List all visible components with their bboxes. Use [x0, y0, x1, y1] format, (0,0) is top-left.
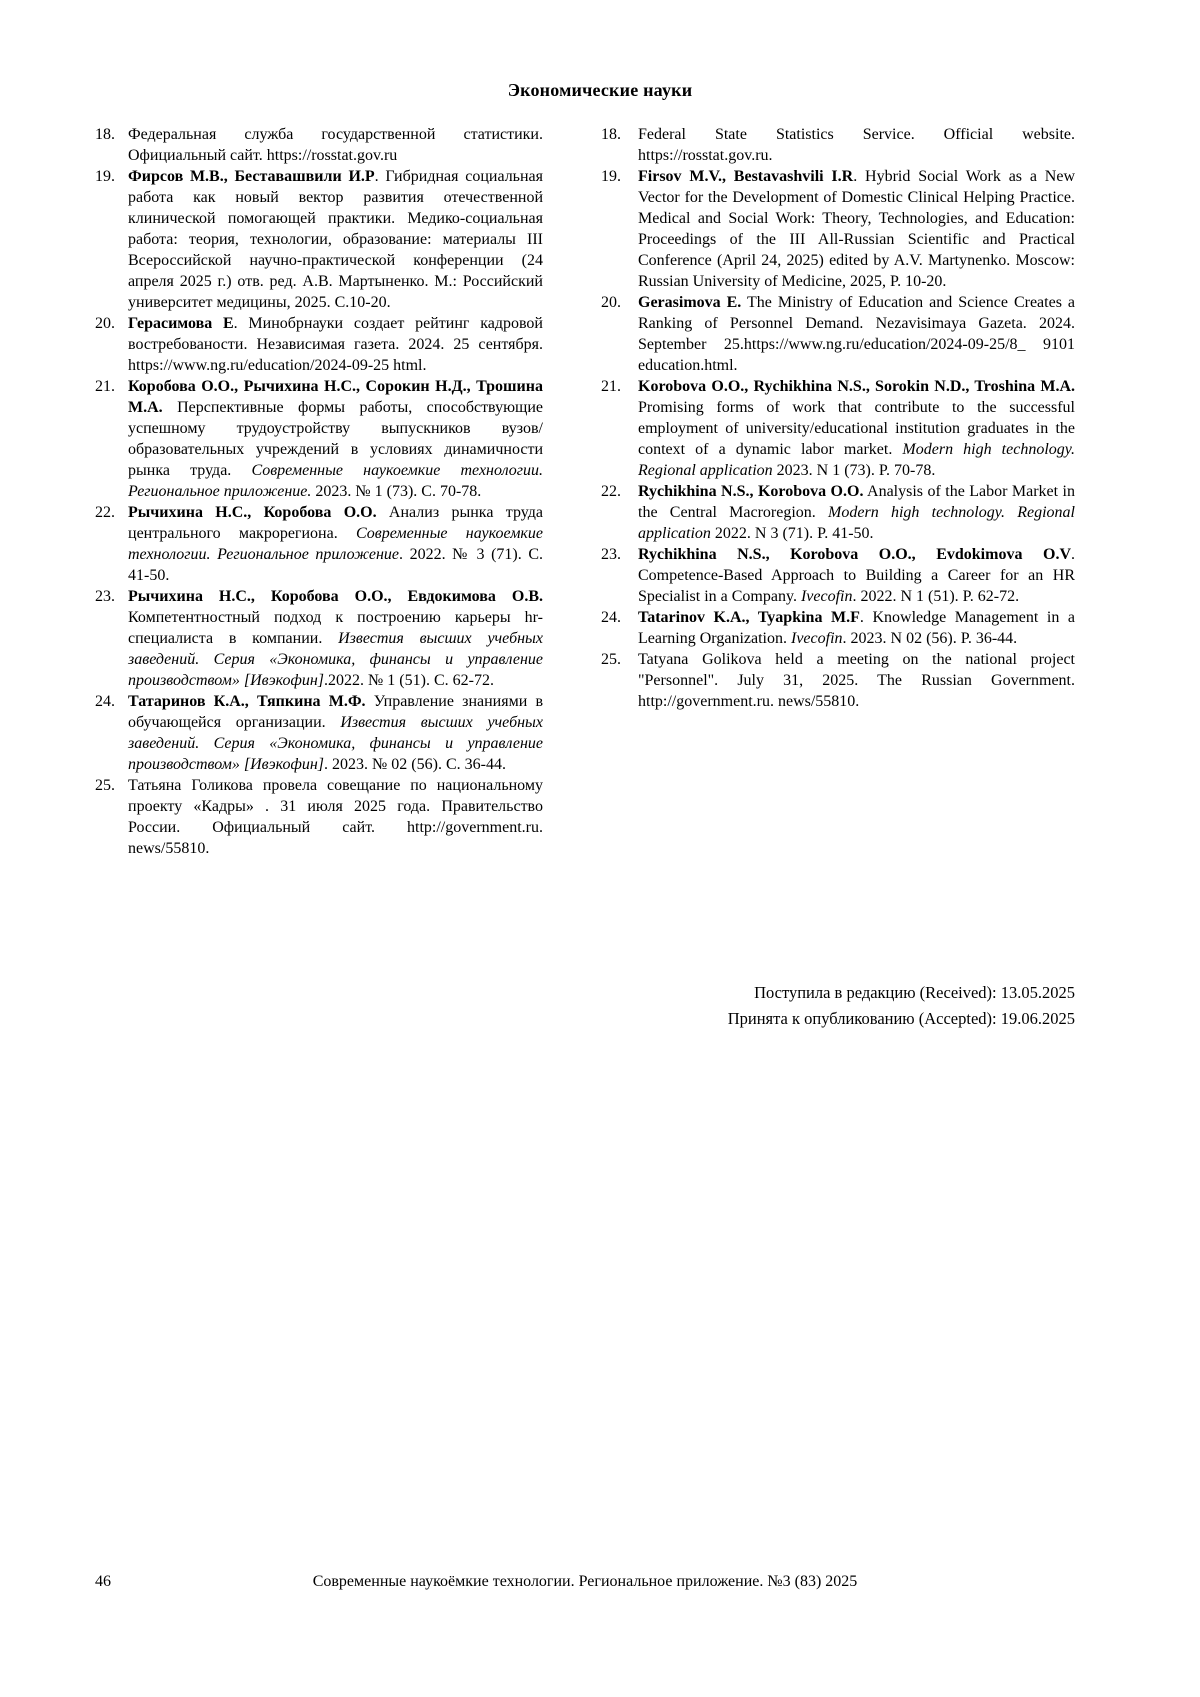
reference-text: Татьяна Голикова провела совещание по национальному проекту «Кадры» . 31 июля 2025 года. Правительство России. Официальный сайт. http://government.ru. news/55810. — [128, 777, 543, 857]
reference-item — [601, 166, 1075, 292]
section-heading: Экономические науки — [507, 80, 693, 100]
references-right-column — [601, 124, 1075, 712]
reference-item — [601, 376, 1075, 481]
reference-number: 20. — [95, 315, 115, 332]
reference-number: 24. — [601, 609, 621, 626]
reference-text: Рычихина Н.С., Коробова О.О. Анализ рынка труда центрального макрорегиона. Современные наукоемкие технологии. Региональное приложение. 2022. № 3 (71). С. 41-50. — [128, 504, 544, 584]
reference-item — [95, 586, 543, 691]
reference-text: Фирсов М.В., Беставашвили И.Р. Гибридная социальная работа как новый вектор развития отечественной клинической помогающей практики. Медико-социальная работа: теория, технологии, образование: материалы III Всероссийской научно-практической конференции (24 апреля 2025 г.) отв. ред. А.В. Мартыненко. М.: Российский университет медицины, 2025. С.10-20. — [128, 168, 544, 311]
reference-item — [601, 544, 1075, 607]
reference-text: Federal State Statistics Service. Official website. https://rosstat.gov.ru. — [638, 126, 1075, 164]
reference-item — [601, 607, 1075, 649]
submission-dates — [95, 980, 1075, 1032]
reference-number: 20. — [601, 294, 621, 311]
reference-item — [95, 313, 543, 376]
reference-number: 18. — [95, 126, 115, 143]
reference-text: Рычихина Н.С., Коробова О.О., Евдокимова О.В. Компетентностный подход к построению карьеры hr-специалиста в компании. Известия высших учебных заведений. Серия «Экономика, финансы и управление производством» [Ивэкофин].2022. № 1 (51). С. 62-72. — [128, 588, 543, 689]
reference-item — [601, 649, 1075, 712]
reference-text: Tatyana Golikova held a meeting on the national project "Personnel". July 31, 2025. The Russian Government. http://government.ru. news/55810. — [638, 651, 1075, 710]
reference-text: Rychikhina N.S., Korobova O.O. Analysis of the Labor Market in the Central Macroregion. Modern high technology. Regional application 2022. N 3 (71). P. 41-50. — [638, 483, 1075, 542]
reference-item — [601, 292, 1075, 376]
reference-item — [95, 166, 543, 313]
reference-item — [95, 376, 543, 502]
reference-number: 18. — [601, 126, 621, 143]
reference-text: Tatarinov K.A., Tyapkina M.F. Knowledge Management in a Learning Organization. Ivecofin. 2023. N 02 (56). P. 36-44. — [638, 609, 1076, 647]
reference-number: 19. — [601, 168, 621, 185]
reference-number: 25. — [95, 777, 115, 794]
reference-text: Firsov M.V., Bestavashvili I.R. Hybrid Social Work as a New Vector for the Development of Domestic Clinical Helping Practice. Medical and Social Work: Theory, Technologies, and Education: Proceedings of the III All-Russian Scientific and Practical Conference (April 24, 2025) edited by A.V. Martynenko. Moscow: Russian University of Medicine, 2025, P. 10-20. — [638, 168, 1075, 290]
reference-item — [601, 124, 1075, 166]
reference-text: Gerasimova E. The Ministry of Education and Science Creates a Ranking of Personnel Demand. Nezavisimaya Gazeta. 2024. September 25.https://www.ng.ru/education/2024-09-25/8_ 9101 education.html. — [638, 294, 1076, 374]
reference-item — [95, 502, 543, 586]
reference-number: 21. — [601, 378, 621, 395]
received-line: Поступила в редакцию (Received): 13.05.2025 — [754, 983, 1075, 1002]
page-footer — [95, 1572, 1075, 1592]
reference-text: Коробова О.О., Рычихина Н.С., Сорокин Н.Д., Трошина М.А. Перспективные формы работы, способствующие успешному трудоустройству выпускников вузов/образовательных учреждений в условиях динамичности рынка труда. Современные наукоемкие технологии. Региональное приложение. 2023. № 1 (73). С. 70-78. — [128, 378, 543, 500]
reference-text: Герасимова Е. Минобрнауки создает рейтинг кадровой востребованости. Независимая газета. 2024. 25 сентября. https://www.ng.ru/education/2024-09-25 html. — [128, 315, 543, 374]
reference-text: Rychikhina N.S., Korobova O.O., Evdokimova O.V. Competence-Based Approach to Building a Career for an HR Specialist in a Company. Ivecofin. 2022. N 1 (51). P. 62-72. — [638, 546, 1075, 605]
reference-item — [601, 481, 1075, 544]
reference-text: Федеральная служба государственной статистики. Официальный сайт. https://rosstat.gov.ru — [128, 126, 543, 164]
reference-number: 24. — [95, 693, 115, 710]
reference-number: 22. — [601, 483, 621, 500]
reference-item — [95, 775, 543, 859]
reference-number: 25. — [601, 651, 621, 668]
reference-item — [95, 691, 543, 775]
references-columns — [95, 124, 1075, 859]
journal-title-line: Современные наукоёмкие технологии. Региональное приложение. №3 (83) 2025 — [312, 1573, 858, 1590]
reference-number: 23. — [95, 588, 115, 605]
reference-number: 19. — [95, 168, 115, 185]
reference-text: Татаринов К.А., Тяпкина М.Ф. Управление знаниями в обучающейся организации. Известия высших учебных заведений. Серия «Экономика, финансы и управление производством» [Ивэкофин]. 2023. № 02 (56). С. 36-44. — [128, 693, 543, 773]
references-left-column — [95, 124, 543, 859]
reference-number: 22. — [95, 504, 115, 521]
reference-number: 21. — [95, 378, 115, 395]
accepted-line: Принята к опубликованию (Accepted): 19.06.2025 — [727, 1009, 1075, 1028]
page-number: 46 — [95, 1573, 111, 1590]
reference-item — [95, 124, 543, 166]
reference-text: Korobova O.O., Rychikhina N.S., Sorokin N.D., Troshina M.A. Promising forms of work that contribute to the successful employment of university/educational institution graduates in the context of a dynamic labor market. Modern high technology. Regional application 2023. N 1 (73). P. 70-78. — [638, 378, 1075, 479]
reference-number: 23. — [601, 546, 621, 563]
